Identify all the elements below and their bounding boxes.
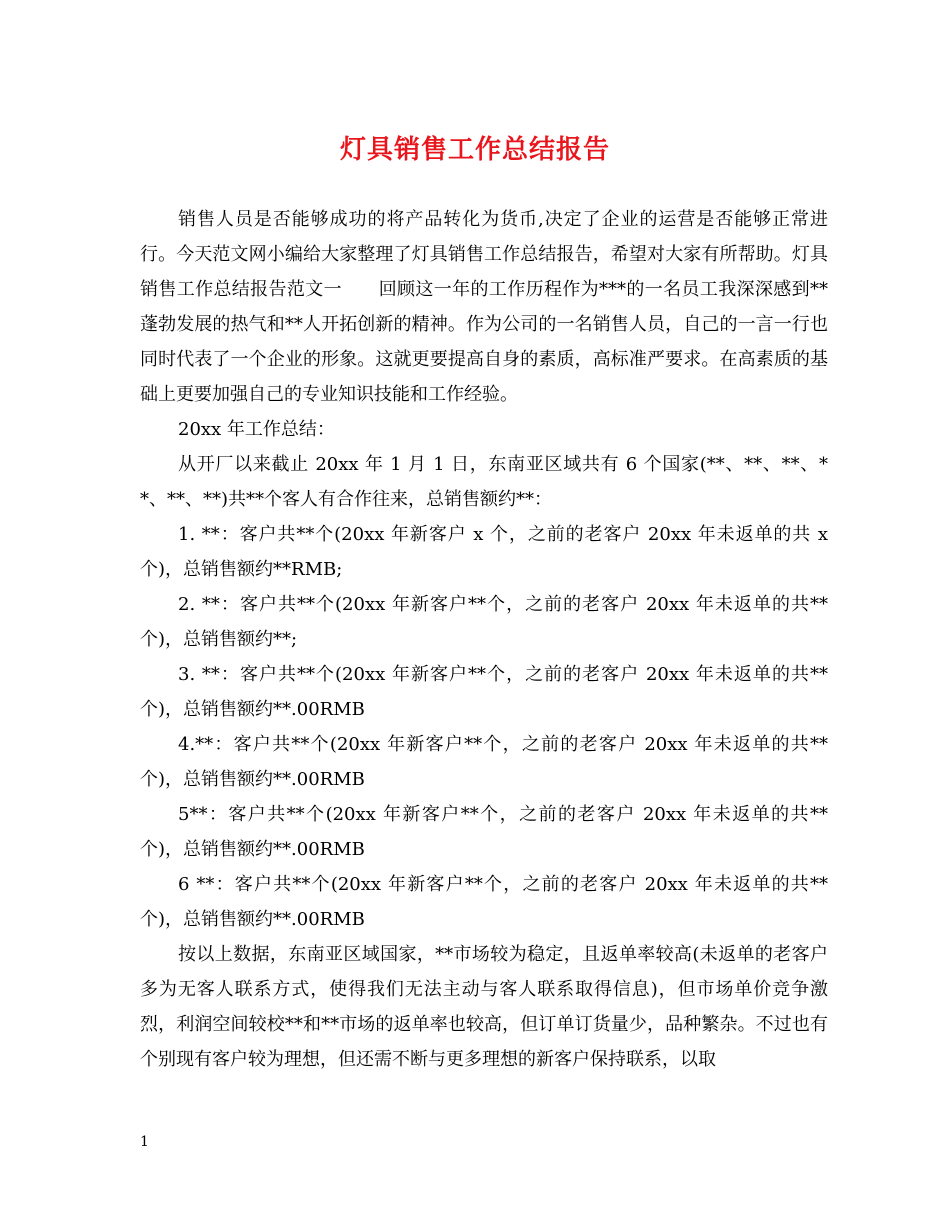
list-item: 4.**：客户共**个(20xx 年新客户**个，之前的老客户 20xx 年未返单的共**个)，总销售额约**.00RMB <box>140 734 828 790</box>
document-body <box>140 202 828 1077</box>
list-item: 2. **：客户共**个(20xx 年新客户**个，之前的老客户 20xx 年未返单的共**个)，总销售额约**; <box>140 594 828 650</box>
document-title: 灯具销售工作总结报告 <box>339 135 610 165</box>
list-item: 3. **：客户共**个(20xx 年新客户**个，之前的老客户 20xx 年未返单的共**个)，总销售额约**.00RMB <box>140 664 828 720</box>
list-item: 5**：客户共**个(20xx 年新客户**个，之前的老客户 20xx 年未返单的共**个)，总销售额约**.00RMB <box>140 804 828 860</box>
list-item: 6 **：客户共**个(20xx 年新客户**个，之前的老客户 20xx 年未返单的共**个)，总销售额约**.00RMB <box>140 874 828 930</box>
paragraph-analysis: 按以上数据，东南亚区域国家，**市场较为稳定，且返单率较高(未返单的老客户多为无客人联系方式，使得我们无法主动与客人联系取得信息)，但市场单价竞争激烈，利润空间较校**和**市场的返单率也较高，但订单订货量少，品种繁杂。不过也有个别现有客户较为理想，但还需不断与更多理想的新客户保持联系，以取 <box>140 944 828 1070</box>
paragraph-intro: 销售人员是否能够成功的将产品转化为货币,决定了企业的运营是否能够正常进行。今天范文网小编给大家整理了灯具销售工作总结报告，希望对大家有所帮助。灯具销售工作总结报告范文一 回顾这一年的工作历程作为***的一名员工我深深感到**蓬勃发展的热气和**人开拓创新的精神。作为公司的一名销售人员，自己的一言一行也同时代表了一个企业的形象。这就更要提高自身的素质，高标准严要求。在高素质的基础上更要加强自己的专业知识技能和工作经验。 <box>140 209 828 405</box>
page-number: 1 <box>140 1134 149 1150</box>
list-item: 1. **：客户共**个(20xx 年新客户 x 个，之前的老客户 20xx 年未返单的共 x 个)，总销售额约**RMB; <box>140 524 828 580</box>
paragraph-section-heading: 20xx 年工作总结： <box>178 419 335 440</box>
paragraph-overview: 从开厂以来截止 20xx 年 1 月 1 日，东南亚区域共有 6 个国家(**、**、**、**、**、**)共**个客人有合作往来，总销售额约**： <box>140 454 828 510</box>
